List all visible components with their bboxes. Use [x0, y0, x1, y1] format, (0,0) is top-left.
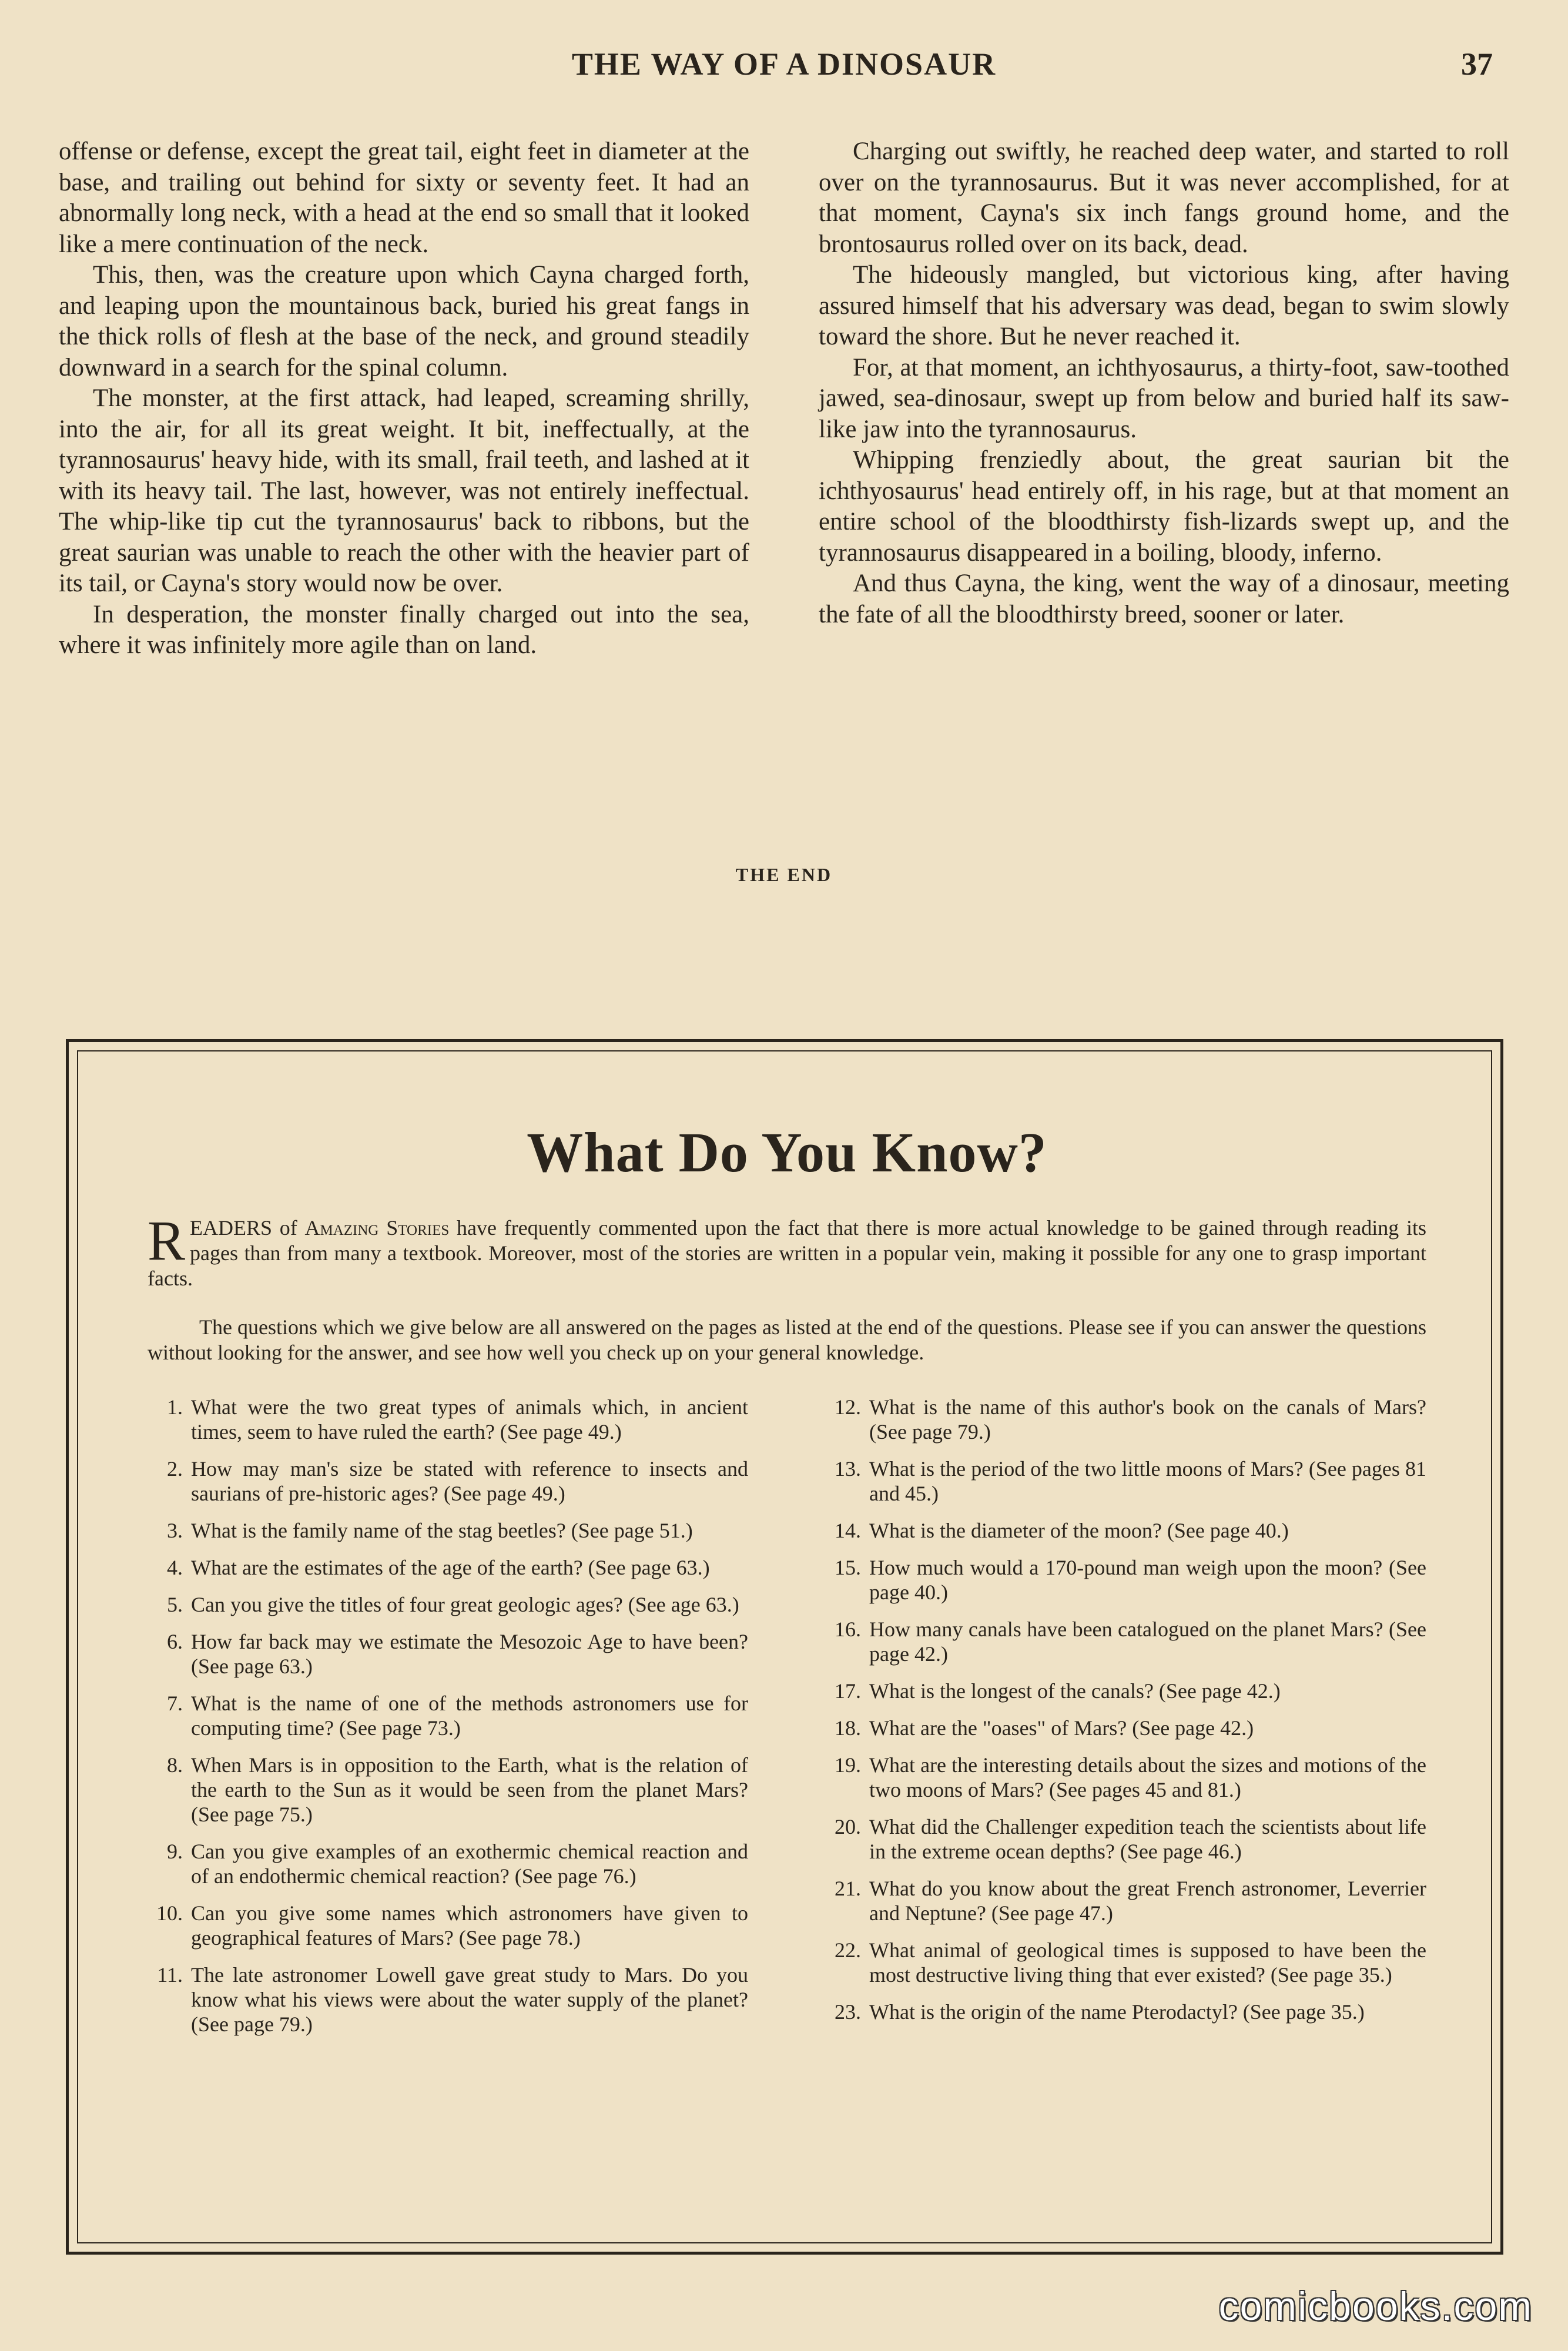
page-number: 37 — [1461, 46, 1493, 82]
quiz-instructions: The questions which we give below are all answered on the pages as listed at the end of the questions. Please see if you can answer the questions without looking for the answer, and see how well you check up on your general knowledge. — [148, 1315, 1426, 1364]
question-item — [826, 1814, 1426, 1864]
quiz-inner-frame — [77, 1050, 1492, 2243]
drop-cap: R — [148, 1209, 186, 1272]
questions-left-column — [148, 1395, 748, 2049]
watermark-logo: comicbooks.com — [1218, 2284, 1533, 2329]
question-item — [826, 1395, 1426, 1444]
question-number: 23. — [835, 2000, 861, 2024]
question-text: What is the origin of the name Pterodactyl? (See page 35.) — [869, 2000, 1365, 2024]
question-number: 13. — [835, 1457, 861, 1481]
question-item — [148, 1962, 748, 2037]
story-paragraph: Charging out swiftly, he reached deep water, and started to roll over on the tyrannosaurus. But it was never accomplished, for at that moment, Cayna's six inch fangs ground home, and the brontosaurus rolled over on its back, dead. — [819, 138, 1509, 258]
question-number: 16. — [835, 1617, 861, 1641]
question-number: 2. — [167, 1457, 183, 1481]
question-text: Can you give some names which astronomers have given to geographical features of Mars? (See page 78.) — [191, 1901, 748, 1950]
page-header — [59, 46, 1509, 87]
question-item — [148, 1518, 748, 1543]
the-end-marker: THE END — [735, 864, 833, 885]
question-item — [826, 1456, 1426, 1506]
question-number: 19. — [835, 1753, 861, 1777]
question-item — [826, 1679, 1426, 1703]
question-number: 15. — [835, 1556, 861, 1579]
question-item — [826, 1555, 1426, 1605]
question-number: 20. — [835, 1815, 861, 1838]
question-number: 1. — [167, 1395, 183, 1419]
question-item — [148, 1629, 748, 1679]
question-item — [148, 1691, 748, 1740]
question-item — [826, 1716, 1426, 1740]
question-text: What are the interesting details about the sizes and motions of the two moons of Mars? (See pages 45 and 81.) — [869, 1753, 1426, 1801]
question-number: 10. — [156, 1901, 183, 1925]
question-item — [148, 1753, 748, 1827]
quiz-intro — [148, 1209, 1426, 1291]
question-number: 14. — [835, 1519, 861, 1542]
quiz-box — [66, 1039, 1503, 2255]
question-text: Can you give the titles of four great geologic ages? (See age 63.) — [191, 1593, 739, 1616]
question-item — [148, 1555, 748, 1580]
question-text: What is the family name of the stag beetles? (See page 51.) — [191, 1519, 693, 1542]
question-text: What do you know about the great French astronomer, Leverrier and Neptune? (See page 47.) — [869, 1877, 1426, 1925]
question-number: 12. — [835, 1395, 861, 1419]
story-right-column — [819, 136, 1509, 830]
question-item — [826, 1876, 1426, 1925]
question-text: What is the name of one of the methods astronomers use for computing time? (See page 73.) — [191, 1692, 748, 1740]
questions-list — [148, 1395, 1426, 2049]
question-text: What animal of geological times is supposed to have been the most destructive living thing that ever existed? (See page 35.) — [869, 1938, 1426, 1987]
question-text: Can you give examples of an exothermic chemical reaction and of an endothermic chemical reaction? (See page 76.) — [191, 1840, 748, 1888]
running-head: THE WAY OF A DINOSAUR — [571, 46, 997, 82]
story-paragraph: For, at that moment, an ichthyosaurus, a thirty-foot, saw-toothed jawed, sea-dinosaur, swept up from below and buried half its saw-like jaw into the tyrannosaurus. — [819, 353, 1509, 443]
question-number: 5. — [167, 1593, 183, 1616]
question-number: 9. — [167, 1840, 183, 1863]
question-text: What is the longest of the canals? (See page 42.) — [869, 1679, 1281, 1703]
question-number: 18. — [835, 1716, 861, 1740]
question-text: What are the estimates of the age of the earth? (See page 63.) — [191, 1556, 710, 1579]
magazine-name: Amazing Stories — [304, 1216, 450, 1240]
quiz-title: What Do You Know? — [527, 1121, 1047, 1184]
question-text: What is the name of this author's book on the canals of Mars? (See page 79.) — [869, 1395, 1426, 1444]
question-number: 7. — [167, 1692, 183, 1715]
question-number: 4. — [167, 1556, 183, 1579]
question-text: How may man's size be stated with reference to insects and saurians of pre-historic ages? (See page 49.) — [191, 1457, 748, 1505]
question-text: How far back may we estimate the Mesozoic Age to have been? (See page 63.) — [191, 1630, 748, 1678]
question-text: What did the Challenger expedition teach the scientists about life in the extreme ocean depths? (See page 46.) — [869, 1815, 1426, 1863]
question-text: How many canals have been catalogued on the planet Mars? (See page 42.) — [869, 1617, 1426, 1666]
question-number: 3. — [167, 1519, 183, 1542]
question-text: What were the two great types of animals which, in ancient times, seem to have ruled the earth? (See page 49.) — [191, 1395, 748, 1444]
question-item — [826, 1518, 1426, 1543]
question-item — [148, 1839, 748, 1888]
story-paragraph: This, then, was the creature upon which Cayna charged forth, and leaping upon the mountainous back, buried his great fangs in the thick rolls of flesh at the base of the neck, and ground steadily downward in a search for the spinal column. — [59, 261, 749, 381]
question-item — [148, 1395, 748, 1444]
intro-text-start: EADERS of — [190, 1216, 305, 1240]
question-text: What is the diameter of the moon? (See page 40.) — [869, 1519, 1289, 1542]
question-number: 11. — [157, 1963, 183, 1987]
story-paragraph: Whipping frenziedly about, the great saurian bit the ichthyosaurus' head entirely off, in his rage, but at that moment an entire school of the bloodthirsty fish-lizards swept up, and the tyrannosaurus disappeared in a boiling, bloody, inferno. — [819, 446, 1509, 567]
question-text: What are the "oases" of Mars? (See page 42.) — [869, 1716, 1254, 1740]
story-paragraph: offense or defense, except the great tail, eight feet in diameter at the base, and trailing out behind for sixty or seventy feet. It had an abnormally long neck, with a head at the end so small that it looked like a mere continuation of the neck. — [59, 138, 749, 258]
question-item — [826, 1753, 1426, 1802]
question-item — [148, 1592, 748, 1617]
question-text: How much would a 170-pound man weigh upon the moon? (See page 40.) — [869, 1556, 1426, 1604]
question-item — [826, 1938, 1426, 1987]
questions-right-column — [826, 1395, 1426, 2049]
question-text: What is the period of the two little moons of Mars? (See pages 81 and 45.) — [869, 1457, 1426, 1505]
question-item — [826, 1617, 1426, 1666]
question-item — [148, 1901, 748, 1950]
question-number: 21. — [835, 1877, 861, 1900]
intro-text-rest: have frequently commented upon the fact that there is more actual knowledge to be gained through reading its pages than from many a textbook. Moreover, most of the stories are written in a popular vein, making it possible for any one to grasp important facts. — [148, 1216, 1426, 1290]
question-text: The late astronomer Lowell gave great study to Mars. Do you know what his views were about the water supply of the planet? (See page 79.) — [191, 1963, 748, 2036]
story-paragraph: The hideously mangled, but victorious king, after having assured himself that his adversary was dead, began to swim slowly toward the shore. But he never reached it. — [819, 261, 1509, 350]
story-paragraph: And thus Cayna, the king, went the way of a dinosaur, meeting the fate of all the bloodthirsty breed, sooner or later. — [819, 570, 1509, 628]
story-paragraph: The monster, at the first attack, had leaped, screaming shrilly, into the air, for all its great weight. It bit, ineffectually, at the tyrannosaurus' heavy hide, with its small, frail teeth, and lashed at it with its heavy tail. The last, however, was not entirely ineffectual. The whip-like tip cut the tyrannosaurus' back to ribbons, but the great saurian was unable to reach the other with the heavier part of its tail, or Cayna's story would now be over. — [59, 384, 749, 597]
question-item — [148, 1456, 748, 1506]
question-number: 8. — [167, 1753, 183, 1777]
question-number: 17. — [835, 1679, 861, 1703]
question-number: 22. — [835, 1938, 861, 1962]
question-text: When Mars is in opposition to the Earth, what is the relation of the earth to the Sun as it would be seen from the planet Mars? (See page 75.) — [191, 1753, 748, 1826]
story-paragraph: In desperation, the monster finally charged out into the sea, where it was infinitely more agile than on land. — [59, 600, 749, 659]
question-number: 6. — [167, 1630, 183, 1653]
story-body — [59, 136, 1509, 830]
question-item — [826, 2000, 1426, 2024]
story-left-column — [59, 136, 749, 830]
